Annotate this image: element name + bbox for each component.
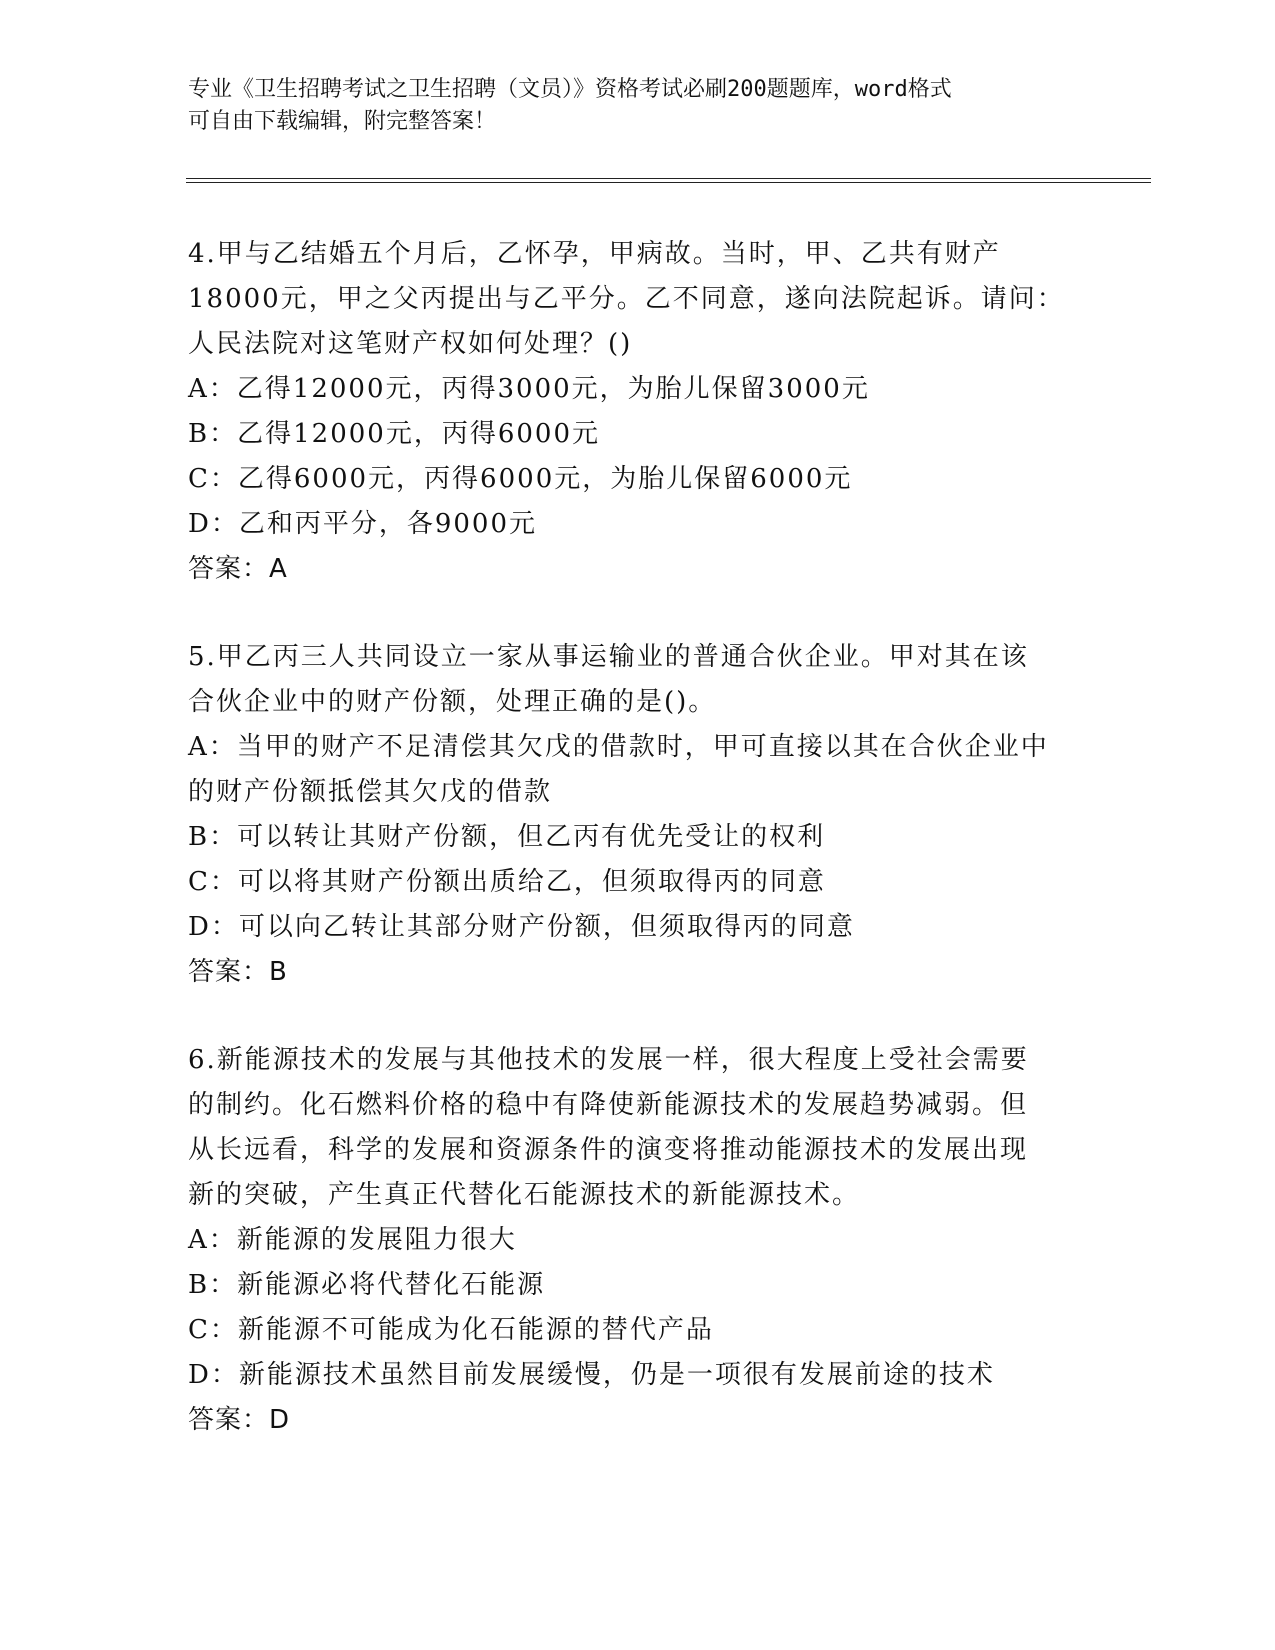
option-d: D：可以向乙转让其部分财产份额，但须取得丙的同意 xyxy=(188,912,855,942)
answer-label: 答案：D xyxy=(188,1405,291,1435)
question-4 xyxy=(188,232,1088,592)
option-b: B：新能源必将代替化石能源 xyxy=(188,1270,546,1300)
question-stem-line: 人民法院对这笔财产权如何处理？() xyxy=(188,329,633,359)
question-6 xyxy=(188,1038,1088,1443)
question-stem-line: 4.甲与乙结婚五个月后，乙怀孕，甲病故。当时，甲、乙共有财产 xyxy=(188,239,1001,269)
question-stem-line: 合伙企业中的财产份额，处理正确的是()。 xyxy=(188,687,717,717)
option-a: A：乙得12000元，丙得3000元，为胎儿保留3000元 xyxy=(188,374,870,404)
option-a: A：新能源的发展阻力很大 xyxy=(188,1225,517,1255)
question-stem-line: 18000元，甲之父丙提出与乙平分。乙不同意，遂向法院起诉。请问： xyxy=(188,284,1065,314)
option-c: C：可以将其财产份额出质给乙，但须取得丙的同意 xyxy=(188,867,826,897)
option-a-continued: 的财产份额抵偿其欠戊的借款 xyxy=(188,777,553,807)
question-5 xyxy=(188,635,1088,995)
option-d: D：新能源技术虽然目前发展缓慢，仍是一项很有发展前途的技术 xyxy=(188,1360,995,1390)
answer-label: 答案：A xyxy=(188,554,288,584)
question-stem-line: 从长远看，科学的发展和资源条件的演变将推动能源技术的发展出现 xyxy=(188,1135,1029,1165)
question-stem-line: 5.甲乙丙三人共同设立一家从事运输业的普通合伙企业。甲对其在该 xyxy=(188,642,1029,672)
question-stem-line: 新的突破，产生真正代替化石能源技术的新能源技术。 xyxy=(188,1180,861,1210)
document-header xyxy=(188,74,1088,138)
option-b: B：可以转让其财产份额，但乙丙有优先受让的权利 xyxy=(188,822,826,852)
spacer xyxy=(188,592,1088,635)
question-stem-line: 6.新能源技术的发展与其他技术的发展一样，很大程度上受社会需要 xyxy=(188,1045,1029,1075)
question-stem-line: 的制约。化石燃料价格的稳中有降使新能源技术的发展趋势减弱。但 xyxy=(188,1090,1029,1120)
header-line-2: 可自由下载编辑，附完整答案！ xyxy=(188,109,497,134)
header-divider-top xyxy=(186,178,1151,179)
header-divider-bottom xyxy=(186,182,1151,183)
answer-label: 答案：B xyxy=(188,957,288,987)
spacer xyxy=(188,995,1088,1038)
option-c: C：新能源不可能成为化石能源的替代产品 xyxy=(188,1315,714,1345)
option-d: D：乙和丙平分，各9000元 xyxy=(188,509,538,539)
question-list xyxy=(188,232,1088,1443)
header-line-1: 专业《卫生招聘考试之卫生招聘（文员）》资格考试必刷200题题库，word格式 xyxy=(188,77,952,102)
option-a: A：当甲的财产不足清偿其欠戊的借款时，甲可直接以其在合伙企业中 xyxy=(188,732,1049,762)
option-c: C：乙得6000元，丙得6000元，为胎儿保留6000元 xyxy=(188,464,853,494)
option-b: B：乙得12000元，丙得6000元 xyxy=(188,419,600,449)
